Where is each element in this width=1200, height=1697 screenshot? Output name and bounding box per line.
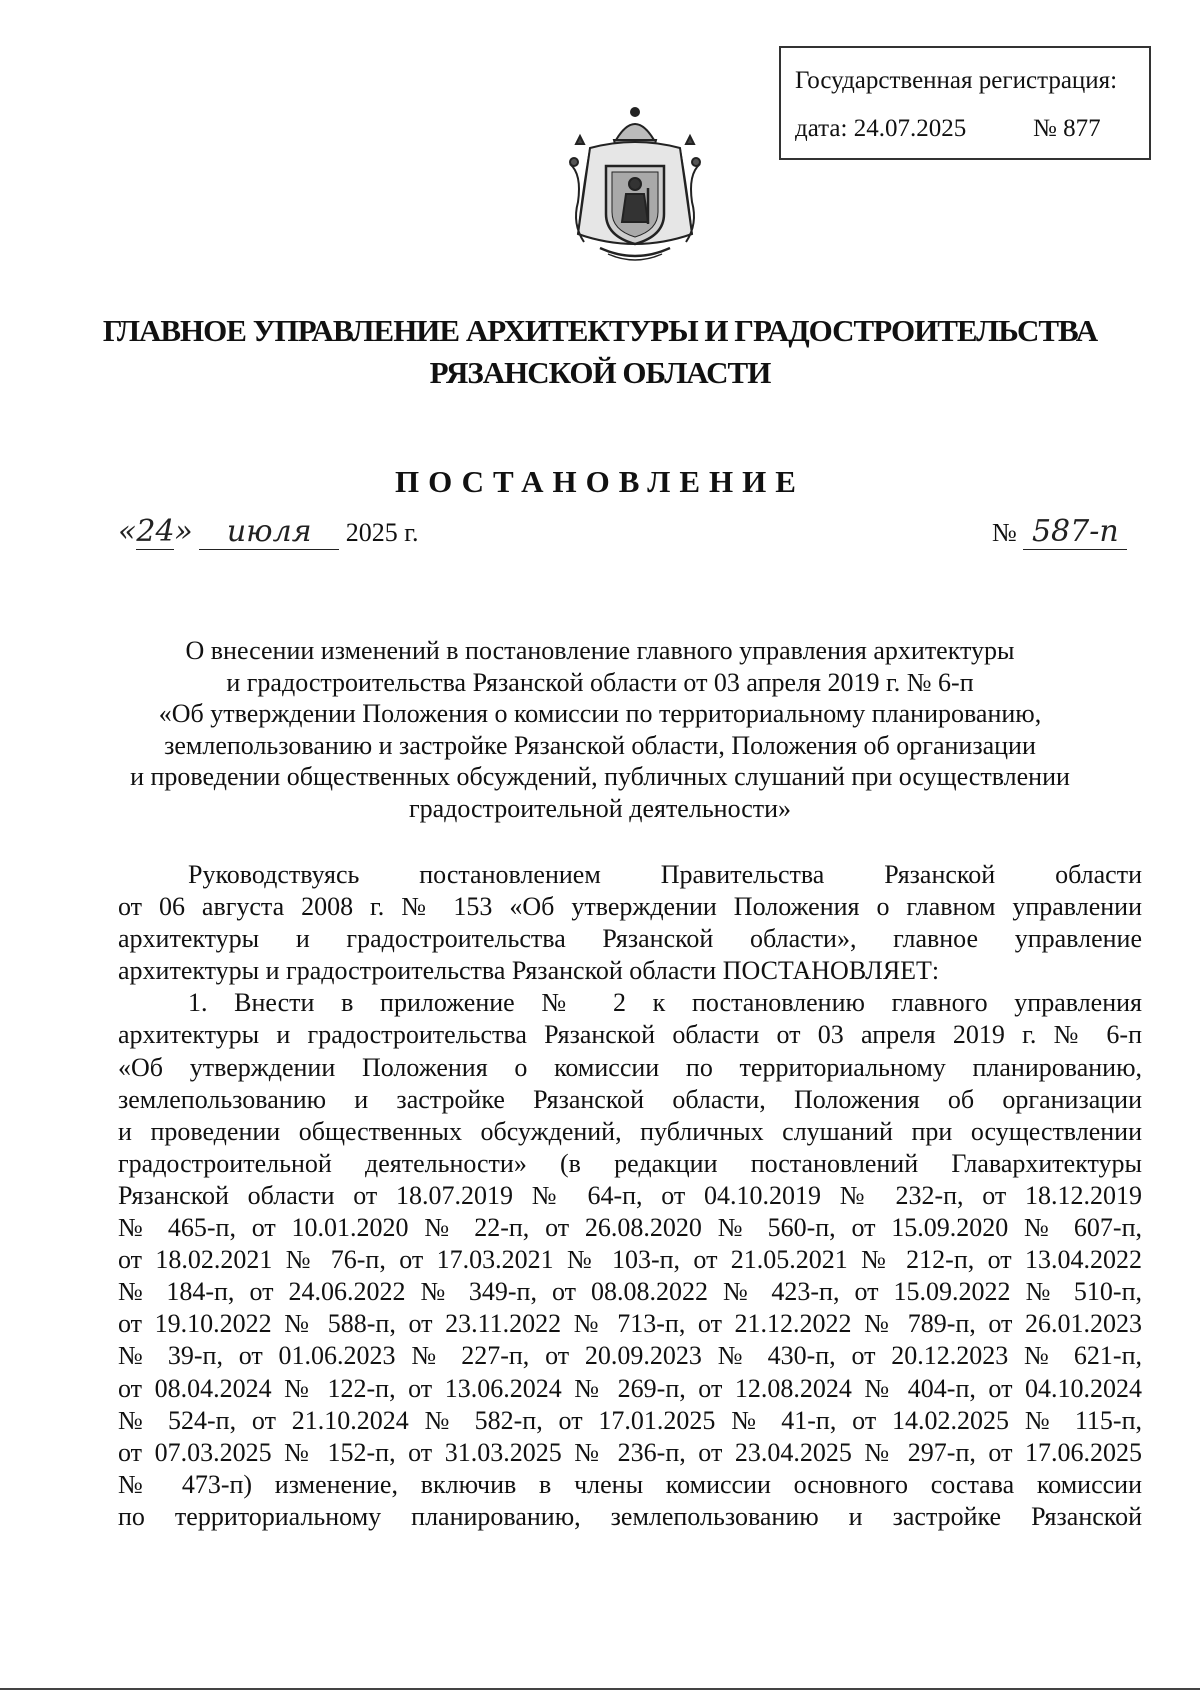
body-line: по территориальному планированию, землепользованию и застройке Рязанской: [118, 1501, 1142, 1531]
date-year: 2025 г.: [345, 518, 419, 547]
document-number: [992, 514, 1127, 550]
date-month: июля: [199, 514, 339, 550]
subject-line: и проведении общественных обсуждений, публичных слушаний при осуществлении: [130, 762, 1070, 791]
body-line: и проведении общественных обсуждений, публичных слушаний при осуществлении: [118, 1116, 1142, 1146]
body-line: архитектуры и градостроительства Рязанской области от 03 апреля 2019 г. № 6-п: [118, 1020, 1142, 1050]
document-body: [118, 859, 1142, 1533]
body-line: землепользованию и застройке Рязанской области, Положения об организации: [118, 1084, 1142, 1114]
subject-line: землепользованию и застройке Рязанской области, Положения об организации: [164, 730, 1036, 760]
subject-line: «Об утверждении Положения о комиссии по территориальному планированию,: [158, 699, 1042, 728]
coat-of-arms-icon: [560, 104, 710, 266]
registration-number: № 877: [1033, 115, 1101, 142]
organization-line-1: ГЛАВНОЕ УПРАВЛЕНИЕ АРХИТЕКТУРЫ И ГРАДОСТРОИТЕЛЬСТВА: [102, 313, 1098, 348]
body-line: № 39-п, от 01.06.2023 № 227-п, от 20.09.2023 № 430-п, от 20.12.2023 № 621-п,: [118, 1341, 1142, 1371]
body-line: от 07.03.2025 № 152-п, от 31.03.2025 № 236-п, от 23.04.2025 № 297-п, от 17.06.2025: [118, 1437, 1142, 1467]
body-line: от 06 августа 2008 г. № 153 «Об утверждении Положения о главном управлении: [118, 892, 1142, 922]
organization-heading: [0, 310, 1200, 394]
date-day: 24: [136, 514, 175, 549]
body-line: от 18.02.2021 № 76-п, от 17.03.2021 № 103-п, от 21.05.2021 № 212-п, от 13.04.2022: [118, 1245, 1142, 1275]
body-line: № 473-п) изменение, включив в члены комиссии основного состава комиссии: [118, 1469, 1142, 1499]
organization-line-2: РЯЗАНСКОЙ ОБЛАСТИ: [429, 355, 771, 390]
body-line: № 184-п, от 24.06.2022 № 349-п, от 08.08.2022 № 423-п, от 15.09.2022 № 510-п,: [118, 1277, 1142, 1307]
number-value: 587-п: [1023, 514, 1127, 550]
body-line: от 19.10.2022 № 588-п, от 23.11.2022 № 713-п, от 21.12.2022 № 789-п, от 26.01.2023: [118, 1309, 1142, 1339]
document-date: [118, 514, 418, 550]
page-bottom-rule: [0, 1688, 1200, 1690]
subject-line: О внесении изменений в постановление главного управления архитектуры: [185, 636, 1015, 665]
body-line: 1. Внести в приложение № 2 к постановлению главного управления: [188, 988, 1142, 1018]
document-type: ПОСТАНОВЛЕНИЕ: [395, 464, 805, 499]
body-line: от 08.04.2024 № 122-п, от 13.06.2024 № 269-п, от 12.08.2024 № 404-п, от 04.10.2024: [118, 1373, 1142, 1403]
body-line: Руководствуясь постановлением Правительства Рязанской области: [188, 860, 1142, 889]
body-line: № 524-п, от 21.10.2024 № 582-п, от 17.01.2025 № 41-п, от 14.02.2025 № 115-п,: [118, 1405, 1142, 1435]
body-line: архитектуры и градостроительства Рязанской области», главное управление: [118, 924, 1142, 954]
body-line: № 465-п, от 10.01.2020 № 22-п, от 26.08.2020 № 560-п, от 15.09.2020 № 607-п,: [118, 1213, 1142, 1243]
body-line: «Об утверждении Положения о комиссии по территориальному планированию,: [118, 1052, 1142, 1082]
body-line: градостроительной деятельности» (в редакции постановлений Главархитектуры: [118, 1148, 1142, 1178]
subject-line: и градостроительства Рязанской области от 03 апреля 2019 г. № 6-п: [226, 667, 974, 697]
date-open-quote: «: [118, 514, 137, 549]
registration-stamp: [779, 46, 1151, 160]
registration-title: Государственная регистрация:: [795, 67, 1118, 94]
registration-date: дата: 24.07.2025: [795, 115, 967, 142]
body-line: Рязанской области от 18.07.2019 № 64-п, от 04.10.2019 № 232-п, от 18.12.2019: [118, 1180, 1142, 1210]
document-subject: [0, 635, 1200, 824]
date-close-quote: »: [174, 514, 193, 549]
body-line: архитектуры и градостроительства Рязанской области ПОСТАНОВЛЯЕТ:: [118, 956, 940, 986]
subject-line: градостроительной деятельности»: [408, 793, 792, 823]
number-prefix: №: [992, 518, 1017, 547]
